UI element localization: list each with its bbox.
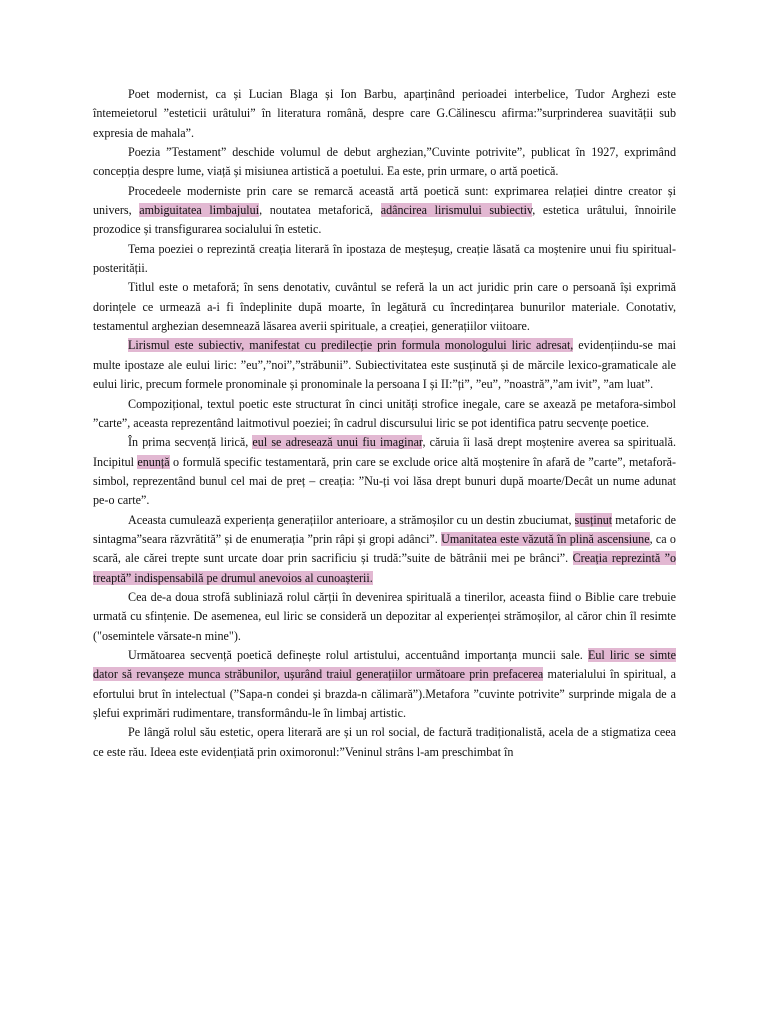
highlighted-text: enunță [137,454,170,469]
paragraph [93,336,676,394]
text-run: Compozițional, textul poetic este structurat în cinci unități strofice inegale, care se axează pe metafora-simbol ”carte”, aceasta reprezentând laitmotivul poeziei; în cadrul discursului liric se pot identifica patru secvențe poetice. [93,396,676,430]
highlighted-text: Creația reprezintă ”o treaptă” indispensabilă pe drumul anevoios al cunoașterii. [93,551,676,585]
text-run: materialului în spiritual, a efortului brut în intelectual (”Sapa-n condei și brazda-n călimară”).Metafora ”cuvinte potrivite” surprinde migala de a șlefui exprimări rudimentare, transformându-le în limbaj artistic. [93,667,676,720]
paragraph [93,511,676,588]
text-run: , estetica urâtului, înnoirile prozodice și transfigurarea socialului în estetic. [93,203,677,237]
highlighted-text: ambiguitatea limbajului [139,203,260,218]
highlighted-text: Umanitatea este văzută în plină ascensiune [441,531,650,546]
highlighted-text: eul se adresează unui fiu imaginar [252,435,423,450]
text-run: Poet modernist, ca și Lucian Blaga și Ion Barbu, aparținând perioadei interbelice, Tudor Arghezi este întemeietorul ”esteticii urâtului” în literatura română, despre care G.Călinescu afirma:”surprinderea suavității sub expresia de mahala”. [93,87,676,140]
highlighted-text: Lirismul este subiectiv, manifestat cu predilecție prin formula monologului liric adresat, [128,338,574,353]
text-run: Cea de-a doua strofă subliniază rolul cărții în devenirea spirituală a tinerilor, aceasta fiind o Biblie care trebuie urmată cu sfințenie. De asemenea, eul liric se consideră un depozitar al experienței strămoșilor, al căror chin îl resimte ("osemintele vărsate-n mine"). [93,589,676,643]
text-run: metaforic de sintagma”seara răzvrătită” și de enumerația ”prin râpi și gropi adânci”. [93,512,676,546]
text-run: Aceasta cumulează experiența generațiilor anterioare, a strămoșilor cu un destin zbuciumat, [128,512,575,527]
paragraph [93,85,676,143]
text-run: o formulă specific testamentară, prin care se exclude orice altă moștenire în afară de ”carte”, metaforă-simbol, reprezentând bunul cel mai de preț – creația: ”Nu-ți voi lăsa drept bunuri după moarte/Decât un nume adunat pe-o carte”. [93,454,677,508]
highlighted-text: Eul liric se simte dator să revanșeze munca străbunilor, ușurând traiul generațiilor următoare prin prefacerea [93,647,676,682]
paragraph [93,143,676,182]
highlighted-text: adâncirea lirismului subiectiv [380,203,533,218]
text-run: , ca o scară, ale cărei trepte sunt urcate doar prin sacrificiu și trudă:”suite de bătrânii mei pe brânci”. [93,531,676,566]
text-run: În prima secvență lirică, [128,435,253,450]
text-run: , căruia îi lasă drept moștenire averea sa spirituală. Incipitul [93,435,677,469]
text-run: Poezia ”Testament” deschide volumul de debut arghezian,”Cuvinte potrivite”, publicat în 1927, exprimând concepția despre lume, viață și misiunea artistică a poetului. Ea este, prin urmare, o artă poetică. [93,145,676,179]
text-run: Pe lângă rolul său estetic, opera literară are și un rol social, de factură tradiționalistă, acela de a stigmatiza ceea ce este rău. Ideea este evidențiată prin oximoronul:”Veninul strâns l-am preschimbat în [93,725,676,759]
text-run: Procedeele moderniste prin care se remarcă această artă poetică sunt: exprimarea relației dintre creator și univers, [93,183,676,218]
paragraph [93,588,676,646]
text-run: , noutatea metaforică, [259,203,381,218]
text-run: Următoarea secvență poetică definește rolul artistului, accentuând importanța muncii sale. [128,647,588,662]
paragraph [93,395,676,434]
paragraph [93,182,676,240]
paragraph [93,646,676,723]
highlighted-text: susținut [574,512,613,527]
text-run: Tema poeziei o reprezintă creația literară în ipostaza de meșteșug, creație lăsată ca moștenire unui fiu spiritual-posterității. [93,241,676,276]
text-run: evidențiindu-se mai multe ipostaze ale eului liric: ”eu”,”noi”,”străbunii”. Subiectivitatea este susținută și de mărcile lexico-gramaticale ale eului liric, precum formele pronominale și pronominale la persoana I și II:”ți”, ”eu”, ”noastră”,”am ivit”, ”am luat”. [93,338,676,392]
paragraph [93,240,676,279]
text-run: Titlul este o metaforă; în sens denotativ, cuvântul se referă la un act juridic prin care o persoană își exprimă dorințele ce urmează a-i fi îndeplinite după moarte, în legătură cu încredințarea bunurilor materiale. Conotativ, testamentul arghezian desemnează lăsarea averii spirituale, a creației, generațiilor viitoare. [93,280,676,334]
paragraph [93,433,676,510]
paragraph [93,723,676,762]
paragraph [93,278,676,336]
